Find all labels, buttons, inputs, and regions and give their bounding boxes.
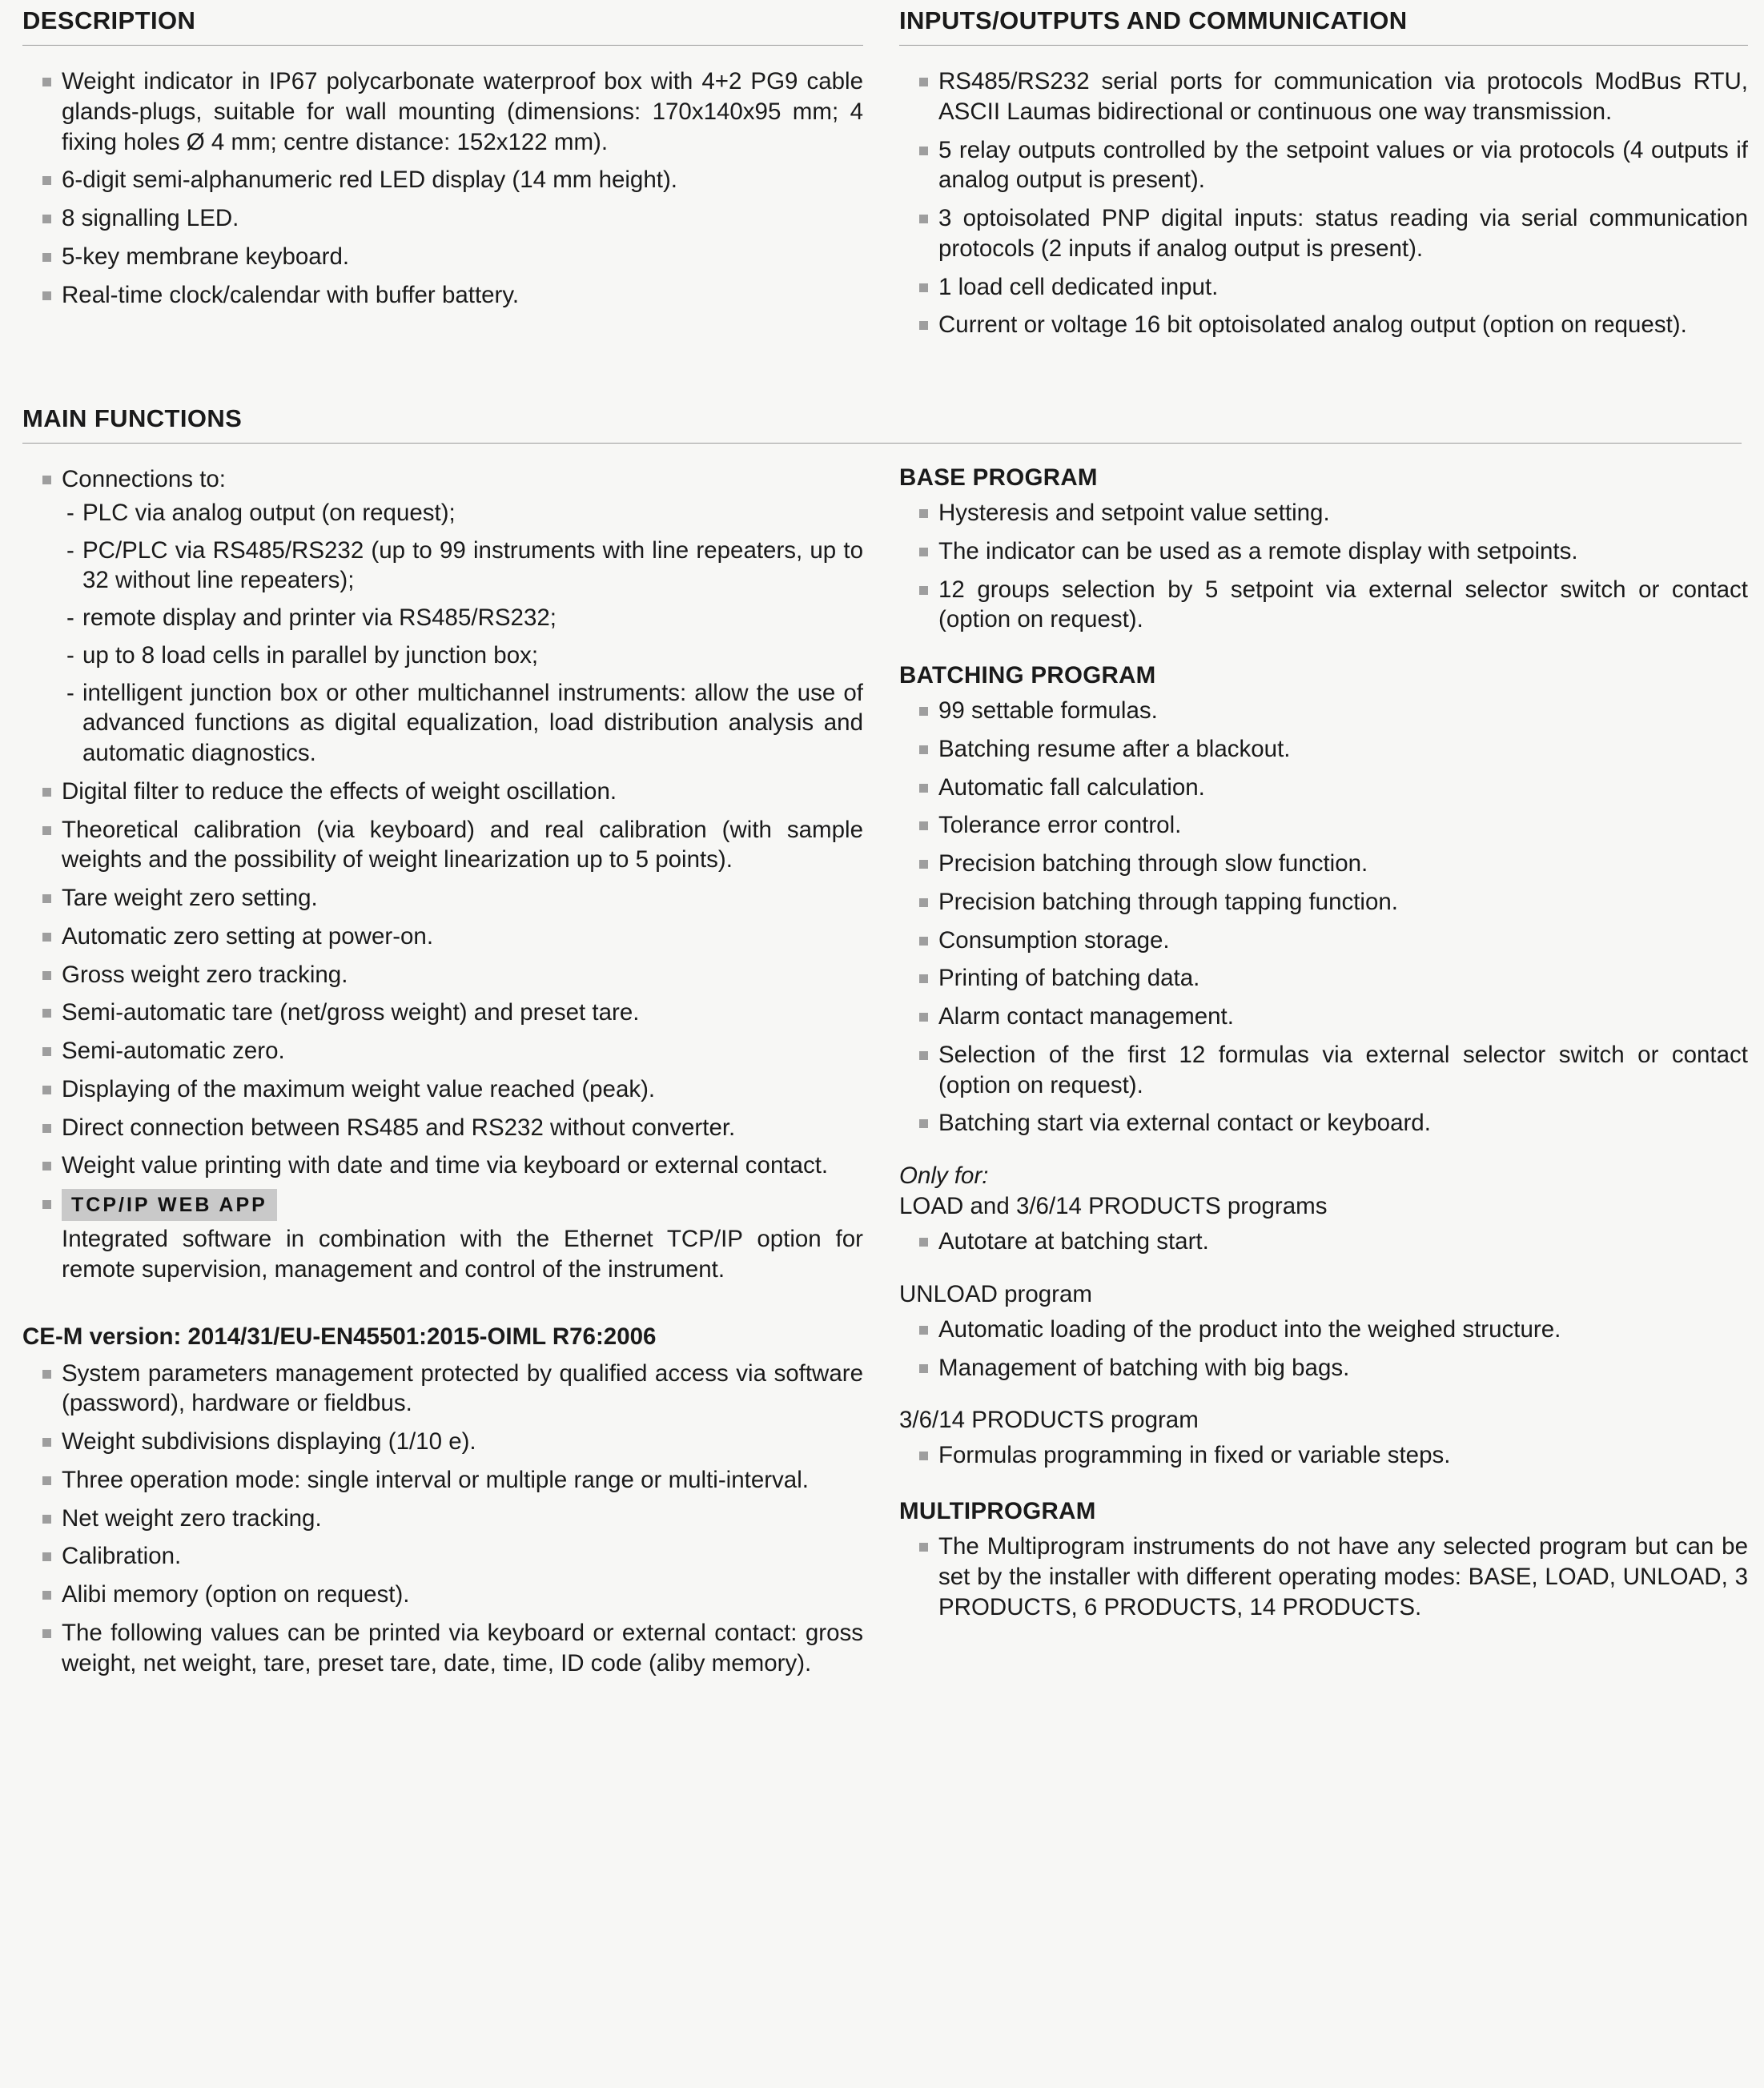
list-item: RS485/RS232 serial ports for communication via protocols ModBus RTU, ASCII Laumas bidirectional or continuous one way transmission. <box>899 66 1748 127</box>
list-item: Hysteresis and setpoint value setting. <box>899 498 1748 528</box>
tcpip-web-app-badge: TCP/IP WEB APP <box>62 1189 277 1221</box>
list-item: The indicator can be used as a remote display with setpoints. <box>899 536 1748 567</box>
list-item: Gross weight zero tracking. <box>22 960 863 990</box>
list-item: Displaying of the maximum weight value reached (peak). <box>22 1074 863 1105</box>
list-item: 12 groups selection by 5 setpoint via external selector switch or contact (option on request). <box>899 575 1748 636</box>
connections-list <box>22 464 863 1285</box>
list-item: 8 signalling LED. <box>22 203 863 234</box>
list-item: Consumption storage. <box>899 926 1748 956</box>
multiprogram-list <box>899 1532 1748 1622</box>
list-item: 6-digit semi-alphanumeric red LED display (14 mm height). <box>22 165 863 195</box>
multiprogram-heading: MULTIPROGRAM <box>899 1498 1096 1524</box>
list-item: 1 load cell dedicated input. <box>899 272 1748 303</box>
batching-program-list <box>899 696 1748 1138</box>
list-item: Calibration. <box>22 1541 863 1572</box>
list-item: Alarm contact management. <box>899 1002 1748 1032</box>
list-item: Formulas programming in fixed or variable steps. <box>899 1440 1748 1471</box>
list-item: Tare weight zero setting. <box>22 883 863 914</box>
connections-intro: Connections to: <box>62 466 226 492</box>
list-item: 99 settable formulas. <box>899 696 1748 726</box>
list-item: - intelligent junction box or other multichannel instruments: allow the use of advanced functions as digital equalization, load distribution analysis and automatic diagnostics. <box>62 678 863 769</box>
inputs-outputs-section <box>899 6 1748 348</box>
list-item: - PLC via analog output (on request); <box>62 498 863 528</box>
main-functions-left-column <box>22 464 899 1686</box>
list-item: Management of batching with big bags. <box>899 1353 1748 1383</box>
load-products-label: LOAD and 3/6/14 PRODUCTS programs <box>899 1193 1328 1219</box>
inputs-outputs-divider <box>899 45 1748 46</box>
inputs-outputs-list <box>899 66 1748 340</box>
batching-program-heading: BATCHING PROGRAM <box>899 662 1156 689</box>
unload-program-list <box>899 1315 1748 1383</box>
list-item: 5-key membrane keyboard. <box>22 242 863 272</box>
load-products-list <box>899 1227 1748 1257</box>
list-item: Precision batching through tapping function. <box>899 887 1748 918</box>
connections-sublist <box>62 498 863 769</box>
unload-program-label: UNLOAD program <box>899 1280 1092 1307</box>
main-functions-divider <box>22 443 1742 444</box>
list-item: Automatic zero setting at power-on. <box>22 922 863 952</box>
only-for-label: Only for: <box>899 1162 989 1189</box>
list-item: Autotare at batching start. <box>899 1227 1748 1257</box>
list-item: Digital filter to reduce the effects of weight oscillation. <box>22 777 863 807</box>
list-item: Semi-automatic tare (net/gross weight) and preset tare. <box>22 998 863 1028</box>
list-item: Current or voltage 16 bit optoisolated analog output (option on request). <box>899 310 1748 340</box>
list-item: Batching start via external contact or keyboard. <box>899 1108 1748 1138</box>
list-item: Weight indicator in IP67 polycarbonate waterproof box with 4+2 PG9 cable glands-plugs, suitable for wall mounting (dimensions: 170x140x95 mm; 4 fixing holes Ø 4 mm; centre distance: 152x122 mm). <box>22 66 863 157</box>
list-item: System parameters management protected by qualified access via software (password), hardware or fieldbus. <box>22 1359 863 1419</box>
products-program-label: 3/6/14 PRODUCTS program <box>899 1407 1199 1434</box>
description-heading: DESCRIPTION <box>22 6 196 34</box>
list-item: Three operation mode: single interval or multiple range or multi-interval. <box>22 1465 863 1496</box>
base-program-list <box>899 498 1748 635</box>
base-program-heading: BASE PROGRAM <box>899 464 1098 491</box>
description-divider <box>22 45 863 46</box>
cem-version-heading: CE-M version: 2014/31/EU-EN45501:2015-OIML R76:2006 <box>22 1323 657 1350</box>
main-functions-section <box>22 404 1748 1686</box>
description-section <box>22 6 899 348</box>
tcpip-web-app-description: Integrated software in combination with the Ethernet TCP/IP option for remote supervision, management and control of the instrument. <box>62 1226 863 1283</box>
top-section <box>22 0 1748 348</box>
list-item: - remote display and printer via RS485/RS232; <box>62 603 863 633</box>
list-item: Batching resume after a blackout. <box>899 734 1748 765</box>
list-item <box>22 464 863 769</box>
list-item: Alibi memory (option on request). <box>22 1580 863 1610</box>
list-item: Net weight zero tracking. <box>22 1504 863 1534</box>
list-item: Tolerance error control. <box>899 810 1748 841</box>
main-functions-columns <box>22 464 1748 1686</box>
list-item: Weight value printing with date and time via keyboard or external contact. <box>22 1150 863 1181</box>
list-item: Semi-automatic zero. <box>22 1036 863 1066</box>
main-functions-heading: MAIN FUNCTIONS <box>22 404 243 432</box>
list-item: Precision batching through slow function. <box>899 849 1748 879</box>
inputs-outputs-heading: INPUTS/OUTPUTS AND COMMUNICATION <box>899 6 1408 34</box>
list-item: The Multiprogram instruments do not have any selected program but can be set by the installer with different operating modes: BASE, LOAD, UNLOAD, 3 PRODUCTS, 6 PRODUCTS, 14 PRODUCTS. <box>899 1532 1748 1622</box>
list-item: - up to 8 load cells in parallel by junction box; <box>62 640 863 671</box>
list-item: Printing of batching data. <box>899 963 1748 994</box>
description-list <box>22 66 863 310</box>
list-item: Automatic fall calculation. <box>899 773 1748 803</box>
list-item: Automatic loading of the product into the weighed structure. <box>899 1315 1748 1345</box>
main-functions-right-column <box>899 464 1748 1686</box>
list-item: Theoretical calibration (via keyboard) and real calibration (with sample weights and the possibility of weight linearization up to 5 points). <box>22 815 863 876</box>
cem-version-list <box>22 1359 863 1679</box>
list-item: - PC/PLC via RS485/RS232 (up to 99 instruments with line repeaters, up to 32 without line repeaters); <box>62 536 863 596</box>
list-item: 5 relay outputs controlled by the setpoint values or via protocols (4 outputs if analog output is present). <box>899 135 1748 196</box>
list-item: Selection of the first 12 formulas via external selector switch or contact (option on request). <box>899 1040 1748 1101</box>
list-item: Real-time clock/calendar with buffer battery. <box>22 280 863 311</box>
products-program-list <box>899 1440 1748 1471</box>
list-item: 3 optoisolated PNP digital inputs: status reading via serial communication protocols (2 inputs if analog output is present). <box>899 203 1748 264</box>
list-item: The following values can be printed via keyboard or external contact: gross weight, net weight, tare, preset tare, date, time, ID code (aliby memory). <box>22 1618 863 1679</box>
list-item: Direct connection between RS485 and RS232 without converter. <box>22 1113 863 1143</box>
list-item-tcpip <box>22 1189 863 1285</box>
list-item: Weight subdivisions displaying (1/10 e). <box>22 1427 863 1457</box>
